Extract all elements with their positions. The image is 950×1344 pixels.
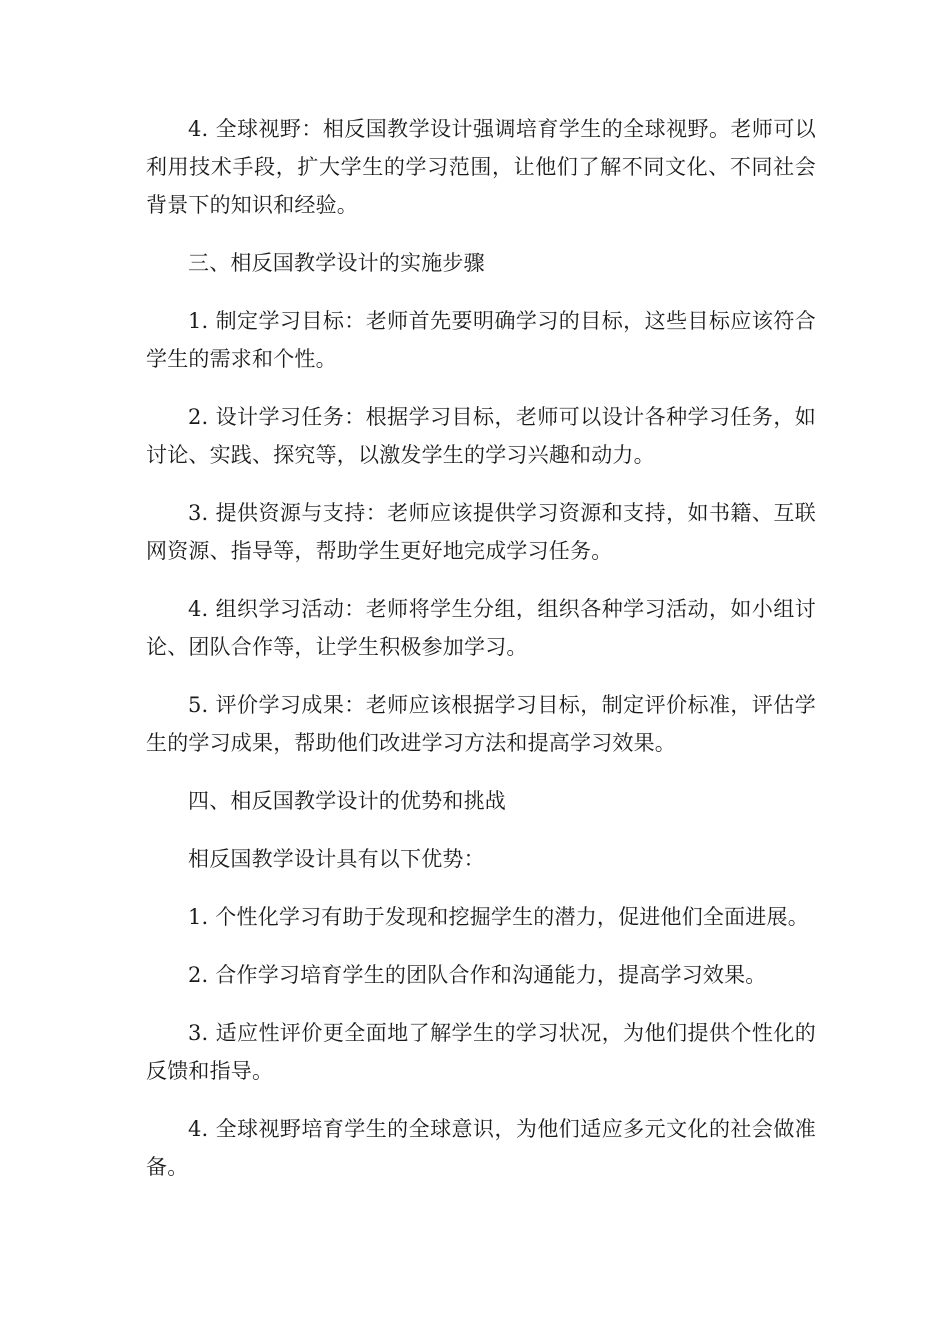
paragraph-global-vision: 4. 全球视野：相反国教学设计强调培育学生的全球视野。老师可以利用技术手段，扩大学生的学习范围，让他们了解不同文化、不同社会背景下的知识和经验。: [146, 117, 816, 217]
paragraph-advantage-3: 3. 适应性评价更全面地了解学生的学习状况，为他们提供个性化的反馈和指导。: [146, 1021, 816, 1083]
paragraph-step-5: 5. 评价学习成果：老师应该根据学习目标，制定评价标准，评估学生的学习成果，帮助他们改进学习方法和提高学习效果。: [146, 693, 816, 755]
paragraph-advantage-2: 2. 合作学习培育学生的团队合作和沟通能力，提高学习效果。: [188, 963, 767, 987]
paragraph-advantages-intro: 相反国教学设计具有以下优势：: [188, 847, 485, 871]
document-body: [146, 110, 816, 1206]
section-heading-advantages-challenges: 四、相反国教学设计的优势和挑战: [188, 789, 506, 813]
paragraph-step-2: 2. 设计学习任务：根据学习目标，老师可以设计各种学习任务，如讨论、实践、探究等，以激发学生的学习兴趣和动力。: [146, 405, 816, 467]
paragraph-step-4: 4. 组织学习活动：老师将学生分组，组织各种学习活动，如小组讨论、团队合作等，让学生积极参加学习。: [146, 597, 816, 659]
paragraph-advantage-1: 1. 个性化学习有助于发现和挖掘学生的潜力，促进他们全面进展。: [188, 905, 809, 929]
paragraph-step-3: 3. 提供资源与支持：老师应该提供学习资源和支持，如书籍、互联网资源、指导等，帮助学生更好地完成学习任务。: [146, 501, 816, 563]
paragraph-advantage-4: 4. 全球视野培育学生的全球意识，为他们适应多元文化的社会做准备。: [146, 1117, 816, 1179]
section-heading-implementation-steps: 三、相反国教学设计的实施步骤: [188, 251, 485, 275]
paragraph-step-1: 1. 制定学习目标：老师首先要明确学习的目标，这些目标应该符合学生的需求和个性。: [146, 309, 816, 371]
